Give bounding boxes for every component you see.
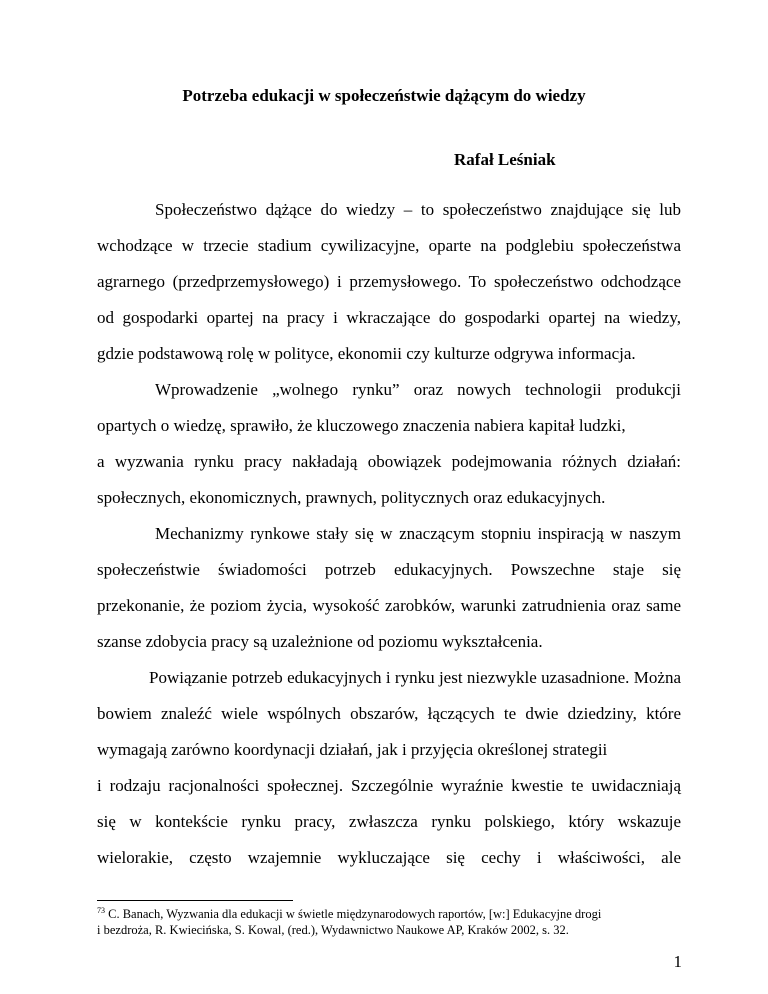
text-line: agrarnego (przedprzemysłowego) i przemysłowego. To społeczeństwo odchodzące [97,272,681,291]
text-line: opartych o wiedzę, sprawiło, że kluczowego znaczenia nabiera kapitał ludzki, [97,416,626,435]
text-line: wielorakie, często wzajemnie wykluczające się cechy i właściwości, ale [97,848,681,867]
document-title: Potrzeba edukacji w społeczeństwie dążącym do wiedzy [182,86,586,105]
footnote-number: 73 [97,905,105,915]
author-name: Rafał Leśniak [454,150,556,169]
text-line: szanse zdobycia pracy są uzależnione od poziomu wykształcenia. [97,632,543,651]
text-line: wchodzące w trzecie stadium cywilizacyjne, oparte na podglebiu społeczeństwa [97,236,681,255]
footnote [97,906,601,922]
footnote-line: C. Banach, Wyzwania dla edukacji w świetle międzynarodowych raportów, [w:] Edukacyjne drogi [105,907,602,921]
text-line: Mechanizmy rynkowe stały się w znaczącym stopniu inspiracją w naszym [155,524,681,543]
page-number: 1 [673,952,682,971]
text-line: wymagają zarówno koordynacji działań, jak i przyjęcia określonej strategii [97,740,608,759]
text-line: Powiązanie potrzeb edukacyjnych i rynku jest niezwykle uzasadnione. Można [149,668,681,687]
text-line: społecznych, ekonomicznych, prawnych, politycznych oraz edukacyjnych. [97,488,606,507]
text-line: społeczeństwie świadomości potrzeb edukacyjnych. Powszechne staje się [97,560,681,579]
text-line: Wprowadzenie „wolnego rynku” oraz nowych technologii produkcji [155,380,681,399]
footnote-line: i bezdroża, R. Kwiecińska, S. Kowal, (red.), Wydawnictwo Naukowe AP, Kraków 2002, s. 32. [97,923,569,937]
text-line: bowiem znaleźć wiele wspólnych obszarów, łączących te dwie dziedziny, które [97,704,681,723]
text-line: gdzie podstawową rolę w polityce, ekonomii czy kulturze odgrywa informacja. [97,344,636,363]
text-line: przekonanie, że poziom życia, wysokość zarobków, warunki zatrudnienia oraz same [97,596,681,615]
text-line: od gospodarki opartej na pracy i wkraczające do gospodarki opartej na wiedzy, [97,308,681,327]
footnote-divider [97,900,293,901]
text-line: się w kontekście rynku pracy, zwłaszcza rynku polskiego, który wskazuje [97,812,681,831]
text-line: i rodzaju racjonalności społecznej. Szczególnie wyraźnie kwestie te uwidaczniają [97,776,681,795]
text-line: a wyzwania rynku pracy nakładają obowiązek podejmowania różnych działań: [97,452,681,471]
text-line: Społeczeństwo dążące do wiedzy – to społeczeństwo znajdujące się lub [155,200,681,219]
